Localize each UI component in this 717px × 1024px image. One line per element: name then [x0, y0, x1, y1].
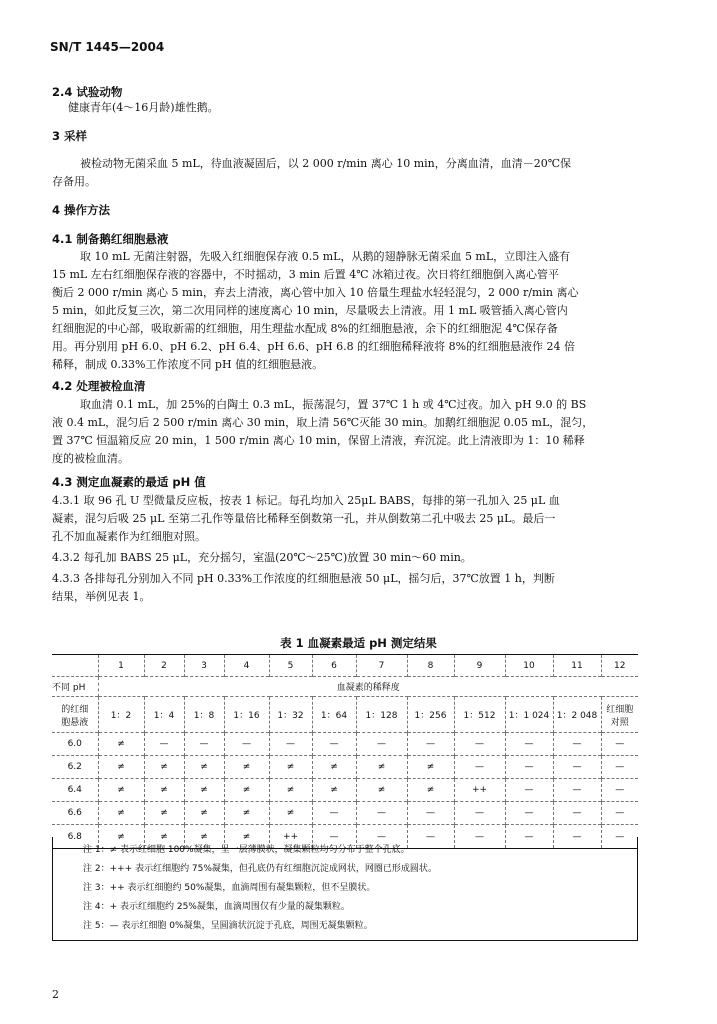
section-3-heading: 3 采样: [52, 129, 88, 143]
dilution: 1：2 048: [553, 697, 601, 733]
result-cell: ≠: [269, 779, 312, 802]
dilution: 1：512: [454, 697, 505, 733]
section-4-3-1-line: 4.3.1 取 96 孔 U 型微量反应板，按表 1 标记。每孔均加入 25μL BABS，每排的第一孔加入 25 μL 血: [52, 494, 560, 507]
result-cell: ≠: [184, 802, 224, 825]
result-cell: ≠: [144, 825, 184, 849]
section-4-3-2-line: 4.3.2 每孔加 BABS 25 μL，充分摇匀，室温(20℃～25℃)放置 30 min～60 min。: [52, 551, 472, 564]
result-cell: —: [505, 756, 553, 779]
col-number: 8: [407, 655, 454, 677]
table-note: 注 3：++ 表示红细胞约 50%凝集，血滴周围有凝集颗粒，但不呈膜状。: [83, 883, 376, 893]
result-cell: —: [407, 733, 454, 756]
result-cell: ≠: [98, 779, 144, 802]
row-head-top: 不同 pH: [52, 677, 98, 697]
dilution: 1：1 024: [505, 697, 553, 733]
result-cell: —: [601, 825, 638, 849]
col-number: 1: [98, 655, 144, 677]
group-header-row: [52, 677, 638, 697]
row-head-label: [52, 697, 98, 733]
section-4-1-line: 5 min，如此反复三次，第二次用同样的速度离心 10 min，尽量吸去上清液。用 1 mL 吸管插入离心管内: [52, 304, 568, 317]
result-cell: —: [454, 733, 505, 756]
result-cell: —: [505, 825, 553, 849]
result-cell: ++: [269, 825, 312, 849]
row-head-mid: 的红细: [61, 704, 89, 715]
result-cell: ≠: [224, 756, 269, 779]
result-cell: —: [553, 733, 601, 756]
dilution: 1：4: [144, 697, 184, 733]
section-4-2-line: 液 0.4 mL，混匀后 2 500 r/min 离心 30 min，取上清 56℃灭能 30 min。加鹅红细胞泥 0.05 mL，混匀，: [52, 416, 594, 429]
result-cell: ≠: [312, 779, 356, 802]
result-cell: —: [601, 733, 638, 756]
result-cell: —: [312, 733, 356, 756]
result-cell: ≠: [407, 756, 454, 779]
result-cell: ≠: [356, 779, 407, 802]
section-4-3-1-line: 孔不加血凝素作为红细胞对照。: [52, 530, 206, 543]
dilution: 1：2: [98, 697, 144, 733]
table-note: 注 4：+ 表示红细胞约 25%凝集，血滴周围仅有少量的凝集颗粒。: [83, 902, 350, 912]
section-4-3-heading: 4.3 测定血凝素的最适 pH 值: [52, 475, 206, 489]
result-cell: ≠: [356, 756, 407, 779]
result-cell: —: [601, 779, 638, 802]
result-cell: —: [601, 802, 638, 825]
standard-number: SN/T 1445—2004: [50, 40, 165, 54]
col-number: 10: [505, 655, 553, 677]
dilution: 1：8: [184, 697, 224, 733]
dilution: 1：32: [269, 697, 312, 733]
result-cell: —: [505, 733, 553, 756]
result-cell: ≠: [407, 779, 454, 802]
column-number-row: [52, 655, 638, 677]
col-number: 3: [184, 655, 224, 677]
ph-value: 6.8: [52, 825, 98, 849]
table-row: [52, 779, 638, 802]
col-number: 5: [269, 655, 312, 677]
page-number: 2: [52, 988, 59, 1001]
ph-value: 6.6: [52, 802, 98, 825]
section-4-3-3-line: 4.3.3 各排每孔分别加入不同 pH 0.33%工作浓度的红细胞悬液 50 μL，摇匀后，37℃放置 1 h，判断: [52, 572, 555, 585]
result-cell: —: [505, 802, 553, 825]
table-row: [52, 756, 638, 779]
table-row: [52, 802, 638, 825]
result-cell: ≠: [144, 756, 184, 779]
result-cell: —: [454, 825, 505, 849]
section-2-4-text: 健康青年(4～16月龄)雄性鹅。: [68, 101, 219, 114]
section-4-2-line: 取血清 0.1 mL，加 25%的白陶土 0.3 mL，振荡混匀，置 37℃ 1 h 或 4℃过夜。加入 pH 9.0 的 BS: [80, 398, 587, 411]
dilution: 1：16: [224, 697, 269, 733]
section-4-1-line: 红细胞泥的中心部，吸取新需的红细胞，用生理盐水配成 8%的红细胞悬液，余下的红细胞泥 4℃保存备: [52, 322, 558, 335]
result-cell: ≠: [98, 733, 144, 756]
result-cell: —: [407, 802, 454, 825]
result-cell: ≠: [224, 825, 269, 849]
col-number: 11: [553, 655, 601, 677]
result-cell: —: [144, 733, 184, 756]
result-cell: ≠: [144, 779, 184, 802]
control-label-a: 红细胞: [606, 704, 634, 715]
section-4-heading: 4 操作方法: [52, 203, 111, 217]
section-4-1-line: 用。再分别用 pH 6.0、pH 6.2、pH 6.4、pH 6.6、pH 6.8 的红细胞稀释液将 8%的红细胞悬液作 24 倍: [52, 340, 576, 353]
result-cell: ≠: [269, 756, 312, 779]
section-2-4-heading: 2.4 试验动物: [52, 85, 123, 99]
section-4-1-line: 15 mL 左右红细胞保存液的容器中，不时摇动，3 min 后置 4℃ 冰箱过夜。次日将红细胞倒入离心管平: [52, 268, 560, 281]
result-cell: ≠: [224, 779, 269, 802]
result-cell: —: [553, 802, 601, 825]
result-cell: ≠: [312, 756, 356, 779]
result-cell: —: [454, 802, 505, 825]
section-4-2-heading: 4.2 处理被检血清: [52, 379, 146, 393]
row-head-bot: 胞悬液: [61, 717, 89, 728]
result-cell: ≠: [184, 779, 224, 802]
table-note: 注 1：≠ 表示红细胞 100%凝集，呈一层薄膜状，凝集颗粒均匀分布于整个孔底。: [83, 845, 410, 855]
section-4-3-3-line: 结果，举例见表 1。: [52, 590, 151, 603]
result-cell: —: [312, 802, 356, 825]
ph-result-table: [52, 654, 638, 849]
result-cell: —: [269, 733, 312, 756]
result-cell: ≠: [224, 802, 269, 825]
result-cell: ≠: [184, 756, 224, 779]
ph-value: 6.0: [52, 733, 98, 756]
col-number: 4: [224, 655, 269, 677]
result-cell: —: [553, 779, 601, 802]
table-caption: 表 1 血凝素最适 pH 测定结果: [280, 636, 437, 650]
section-4-1-line: 稀释，制成 0.33%工作浓度不同 pH 值的红细胞悬液。: [52, 358, 324, 371]
result-cell: —: [224, 733, 269, 756]
dilution: 1：128: [356, 697, 407, 733]
ph-value: 6.4: [52, 779, 98, 802]
col-number: 6: [312, 655, 356, 677]
result-cell: —: [553, 756, 601, 779]
result-cell: —: [184, 733, 224, 756]
result-cell: —: [505, 779, 553, 802]
control-label: [601, 697, 638, 733]
result-cell: ≠: [269, 802, 312, 825]
result-cell: ≠: [98, 825, 144, 849]
col-number: 12: [601, 655, 638, 677]
result-cell: —: [454, 756, 505, 779]
ph-value: 6.2: [52, 756, 98, 779]
result-cell: —: [312, 825, 356, 849]
result-cell: ≠: [184, 825, 224, 849]
section-4-2-line: 度的被检血清。: [52, 452, 129, 465]
section-4-1-line: 取 10 mL 无菌注射器，先吸入红细胞保存液 0.5 mL，从鹅的翅静脉无菌采血 5 mL，立即注入盛有: [80, 250, 571, 263]
table-row: [52, 733, 638, 756]
result-cell: —: [407, 825, 454, 849]
dilution-row: [52, 697, 638, 733]
col-number: 7: [356, 655, 407, 677]
result-cell: —: [356, 825, 407, 849]
result-cell: ≠: [98, 756, 144, 779]
col-number: 9: [454, 655, 505, 677]
col-number: 2: [144, 655, 184, 677]
table-note: 注 2：+++ 表示红细胞约 75%凝集，但孔底仍有红细胞沉淀成网状，网圈已形成圆状。: [83, 864, 437, 874]
dilution: 1：256: [407, 697, 454, 733]
section-3-line-2: 存备用。: [52, 175, 96, 188]
result-cell: —: [601, 756, 638, 779]
dilution: 1：64: [312, 697, 356, 733]
result-cell: ++: [454, 779, 505, 802]
result-cell: —: [356, 733, 407, 756]
section-4-3-1-line: 凝素，混匀后吸 25 μL 至第二孔作等量倍比稀释至倒数第一孔，并从倒数第二孔中吸去 25 μL。最后一: [52, 512, 556, 525]
group-header: 血凝素的稀释度: [98, 677, 638, 697]
table-note: 注 5：— 表示红细胞 0%凝集，呈圆滴状沉淀于孔底，周围无凝集颗粒。: [83, 921, 373, 931]
result-cell: ≠: [144, 802, 184, 825]
corner-cell: [52, 655, 98, 677]
control-label-b: 对照: [610, 717, 629, 728]
result-cell: ≠: [98, 802, 144, 825]
result-cell: —: [553, 825, 601, 849]
section-4-2-line: 置 37℃ 恒温箱反应 20 min，1 500 r/min 离心 10 min，保留上清液，弃沉淀。此上清液即为 1：10 稀释: [52, 434, 585, 447]
section-4-1-heading: 4.1 制备鹅红细胞悬液: [52, 232, 169, 246]
result-cell: —: [356, 802, 407, 825]
section-4-1-line: 衡后 2 000 r/min 离心 5 min，弃去上清液，离心管中加入 10 倍量生理盐水轻轻混匀，2 000 r/min 离心: [52, 286, 579, 299]
table-notes: [52, 837, 638, 941]
section-3-line-1: 被检动物无菌采血 5 mL，待血液凝固后，以 2 000 r/min 离心 10 min，分离血清，血清－20℃保: [80, 157, 572, 170]
